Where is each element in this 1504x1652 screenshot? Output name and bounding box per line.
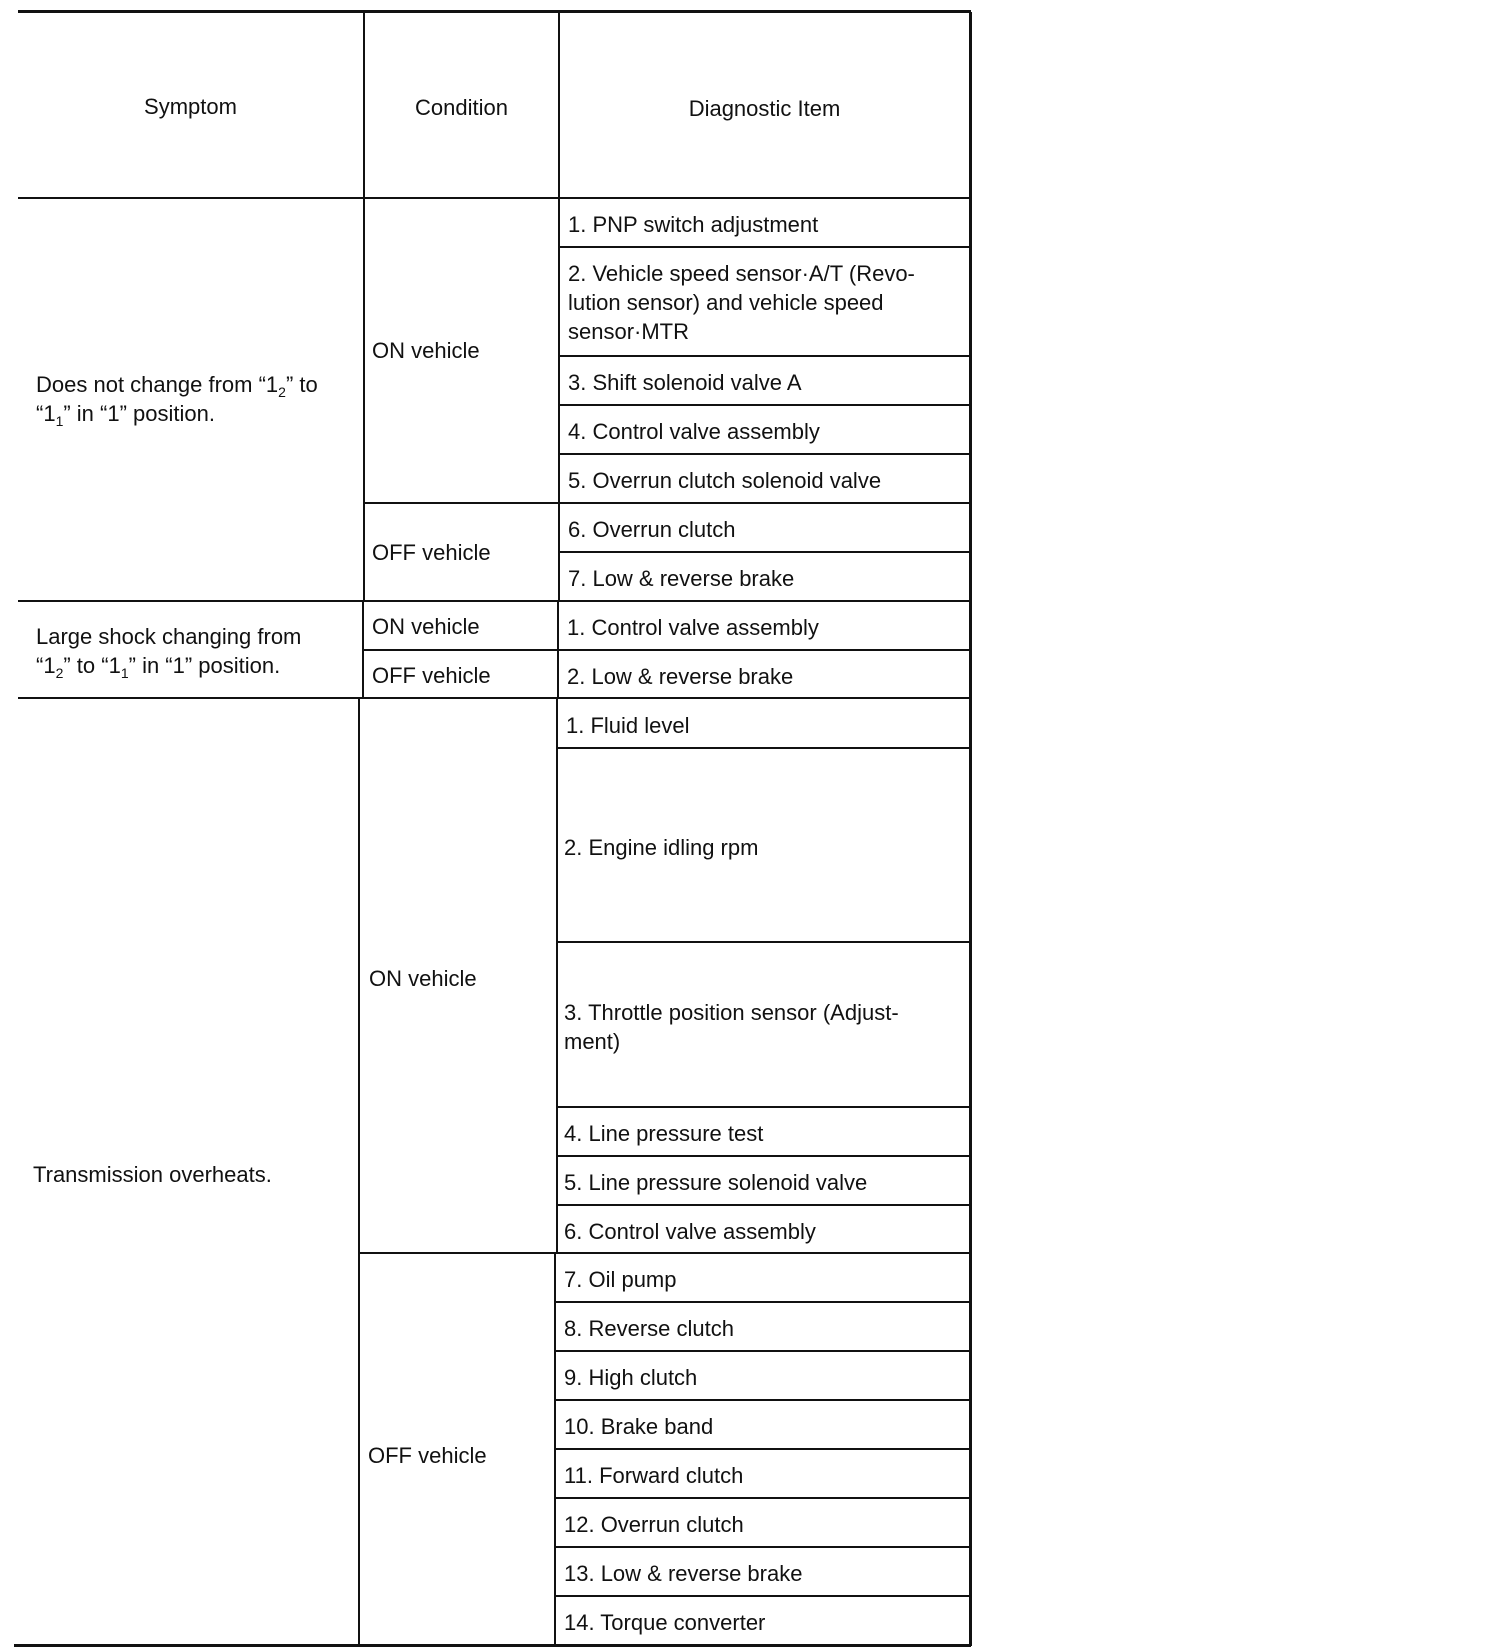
symptom-cell-line2: “$1_2$” to “$1_1$” in “1” position. — [36, 653, 281, 681]
symptom-cell: Does not change from “$1_2$” to — [36, 372, 318, 400]
condition-cell: OFF vehicle — [368, 1443, 487, 1468]
diagnostic-item: 1. PNP switch adjustment — [568, 212, 819, 237]
diagnostic-item-cont: lution sensor) and vehicle speed — [568, 290, 884, 315]
diagnostic-item: 5. Line pressure solenoid valve — [564, 1170, 868, 1195]
symptom-cell-line2: “$1_1$” in “1” position. — [36, 401, 215, 429]
diagnostic-item: 9. High clutch — [564, 1365, 698, 1390]
condition-cell: ON vehicle — [372, 614, 480, 639]
table-right-border — [969, 12, 972, 1646]
condition-cell: ON vehicle — [372, 338, 480, 363]
row-divider — [556, 1155, 969, 1157]
row-divider — [556, 1204, 969, 1206]
diagnostic-item: 13. Low & reverse brake — [564, 1561, 803, 1586]
row-divider — [554, 1595, 969, 1597]
diagnostic-item-cont: ment) — [564, 1029, 621, 1054]
header-diagnostic-item: Diagnostic Item — [688, 96, 841, 121]
diagnostic-item: 3. Throttle position sensor (Adjust- — [564, 1000, 899, 1025]
condition-cell: ON vehicle — [369, 966, 477, 991]
diagnostic-item: 12. Overrun clutch — [564, 1512, 744, 1537]
col-divider-symptom — [358, 698, 360, 1645]
diagnostic-item: 6. Overrun clutch — [568, 517, 736, 542]
row-divider — [558, 246, 969, 248]
col-divider-symptom — [362, 601, 364, 698]
diagnostic-item: 3. Shift solenoid valve A — [568, 370, 802, 395]
row-divider — [558, 551, 969, 553]
table-top-border — [18, 10, 971, 13]
diagnostic-item: 8. Reverse clutch — [564, 1316, 734, 1341]
header-symptom: Symptom — [144, 94, 237, 119]
diagnostic-item: 4. Line pressure test — [564, 1121, 764, 1146]
row-divider — [554, 1497, 969, 1499]
condition-divider — [358, 1252, 969, 1254]
diagnostic-item: 7. Oil pump — [564, 1267, 677, 1292]
diagnostic-item: 4. Control valve assembly — [568, 419, 820, 444]
diagnostic-item: 10. Brake band — [564, 1414, 714, 1439]
col-divider-condition — [557, 601, 559, 698]
diagnostic-item: 11. Forward clutch — [564, 1463, 744, 1488]
header-bottom-border — [18, 197, 971, 199]
row-divider — [554, 1546, 969, 1548]
symptom-cell: Transmission overheats. — [33, 1162, 272, 1187]
condition-divider — [362, 649, 969, 651]
row-divider — [554, 1350, 969, 1352]
diagnostic-item: 6. Control valve assembly — [564, 1219, 816, 1244]
group-divider — [18, 600, 969, 602]
condition-cell: OFF vehicle — [372, 663, 491, 688]
group-divider — [18, 697, 969, 699]
row-divider — [558, 404, 969, 406]
diagnostic-item: 2. Vehicle speed sensor·A/T (Revo- — [568, 261, 915, 286]
diagnostic-item-cont: sensor·MTR — [568, 319, 690, 344]
row-divider — [556, 1106, 969, 1108]
row-divider — [554, 1301, 969, 1303]
row-divider — [554, 1399, 969, 1401]
row-divider — [558, 355, 969, 357]
header-condition: Condition — [415, 95, 508, 120]
diagnostic-item: 5. Overrun clutch solenoid valve — [568, 468, 882, 493]
col-divider-condition — [556, 698, 558, 1254]
symptom-cell: Large shock changing from — [36, 624, 302, 649]
diagnostic-item: 2. Engine idling rpm — [564, 835, 759, 860]
condition-cell: OFF vehicle — [372, 540, 491, 565]
row-divider — [554, 1448, 969, 1450]
diagnostic-item: 7. Low & reverse brake — [568, 566, 795, 591]
row-divider — [558, 453, 969, 455]
condition-divider — [363, 502, 969, 504]
diagnostic-item: 1. Fluid level — [566, 713, 690, 738]
table-bottom-border — [14, 1644, 971, 1647]
diagnostic-item: 2. Low & reverse brake — [567, 664, 794, 689]
row-divider — [556, 747, 969, 749]
diagnostic-item: 1. Control valve assembly — [567, 615, 819, 640]
row-divider — [556, 941, 969, 943]
diagnostic-item: 14. Torque converter — [564, 1610, 766, 1635]
col-divider-condition — [554, 1253, 556, 1645]
